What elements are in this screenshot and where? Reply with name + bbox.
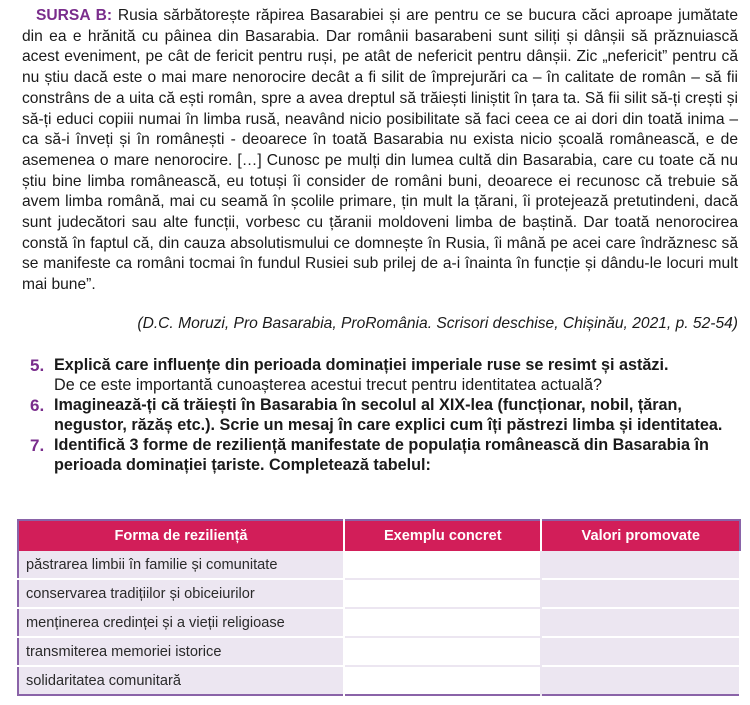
table-row [18,579,740,608]
task-number: 7. [30,436,45,456]
task-text: Identifică 3 forme de reziliență manifestate de populația românească din Basarabia în perioada dominației țariste. Completează tabelul: [54,436,709,474]
source-citation: (D.C. Moruzi, Pro Basarabia, ProRomânia. Scrisori deschise, Chișinău, 2021, p. 52-54) [137,315,738,332]
task-number: 6. [30,396,45,416]
example-cell[interactable] [344,579,541,608]
table-row [18,637,740,666]
table-row [18,666,740,695]
example-cell[interactable] [344,608,541,637]
values-cell[interactable] [541,579,740,608]
table-row [18,608,740,637]
values-cell[interactable] [541,551,740,579]
task-number: 5. [30,356,45,375]
header-promoted-values: Valori promovate [541,520,740,551]
values-cell[interactable] [541,608,740,637]
task-5 [30,356,742,395]
values-cell[interactable] [541,666,740,695]
resilience-form-cell: transmiterea memoriei istorice [18,637,344,666]
resilience-form-cell: menținerea credinței și a vieții religioase [18,608,344,637]
table-row [18,551,740,579]
header-concrete-example: Exemplu concret [344,520,541,551]
header-resilience-form: Forma de reziliență [18,520,344,551]
source-text: Rusia sărbătorește răpirea Basarabiei și are pentru ce se bucura căci aproape jumătate din ea e hrănită cu pâinea din Basarabia. Dar românii basarabeni sunt siliți și dânșii să prăznuiască acest eveniment, pe cât de fericit pentru ruși, pe atât de nefericit pentru dânșii. Zic „nefericit” pentru că nu știu dacă este o mai mare nenorocire decât a fi silit de împrejurări ca – în calitate de român – să fii constrâns de a uita că ești român, spre a avea dreptul să trăiești liniștit în țara ta. Să fii silit să-ți crești și să-ți educi copiii numai în limba rusă, neavând nicio posibilitate să faci ceea ce ai dori din toată inima – ca să-i înveți și în românești - deoarece în toată Basarabia nu exista nicio școală românească, e de asemenea o mare nenorocire. […] Cunosc pe mulți din lumea cultă din Basarabia, care cu toate că nu știu bine limba românească, eu totuși îi consider de români buni, deoarece ei recunosc că trebuie să avem limba română, mai cu seamă în școlile primare, țin mult la țărani, îi protejează pretutindeni, dacă sunt judecători sau alte funcții, vorbesc cu țăranii moldoveni limba de baștină. Dar toată nenorocirea constă în faptul că, din cauza absolutismului ce domnește în Rusia, îi mână pe acei care îndrăznesc să se manifeste ca români tocmai în fundul Rusiei sub prilej de a-i înainta în funcție și dându-le locuri mult mai bune”. [22,7,738,294]
resilience-table [17,519,741,696]
example-cell[interactable] [344,637,541,666]
values-cell[interactable] [541,637,740,666]
example-cell[interactable] [344,551,541,579]
table-header-row [18,520,740,551]
task-6 [30,396,742,435]
resilience-form-cell: păstrarea limbii în familie și comunitate [18,551,344,579]
resilience-form-cell: conservarea tradițiilor și obiceiurilor [18,579,344,608]
task-7 [30,436,742,475]
task-text: Imaginează-ți că trăiești în Basarabia în secolul al XIX-lea (funcționar, nobil, țăran, negustor, răzăș etc.). Scrie un mesaj în care explici cum îți păstrezi limba și identitatea. [54,396,723,434]
example-cell[interactable] [344,666,541,695]
source-tag: SURSA B: [36,7,113,24]
task-text-secondary: De ce este importantă cunoașterea acestui trecut pentru identitatea actuală? [54,375,603,394]
resilience-form-cell: solidaritatea comunitară [18,666,344,695]
task-list [30,356,742,477]
task-text: Explică care influențe din perioada dominației imperiale ruse se resimt și astăzi. [54,356,669,374]
source-b-paragraph [22,6,738,296]
